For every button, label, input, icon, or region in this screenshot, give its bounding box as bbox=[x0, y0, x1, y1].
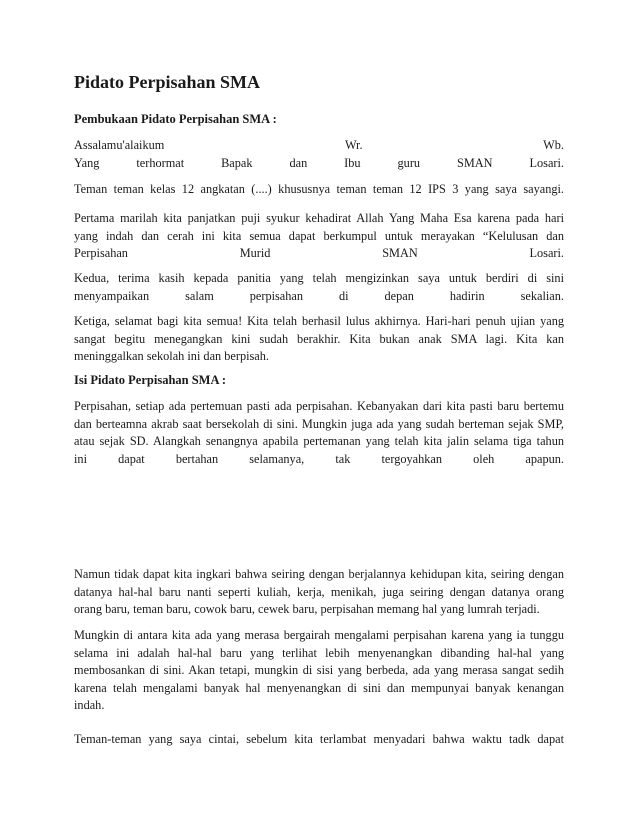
text-line: Yang terhormat Bapak dan Ibu guru SMAN Losari. bbox=[74, 155, 564, 170]
text-line: orang baru, teman baru, cowok baru, cewek baru, perpisahan memang hal yang lumrah terjadi. bbox=[74, 602, 540, 616]
text-line: Teman teman kelas 12 angkatan (....) khususnya teman teman 12 IPS 3 yang saya sayangi. bbox=[74, 182, 564, 196]
paragraph-first bbox=[74, 210, 564, 263]
paragraph-content-2 bbox=[74, 566, 564, 619]
text-line: sangat begitu menegangkan kini sudah berakhir. Kita bukan anak SMA lagi. Kita kan bbox=[74, 331, 564, 346]
paragraph-third bbox=[74, 313, 564, 366]
text-line: membosankan di sini. Akan tetapi, mungkin di sisi yang berbeda, ada yang merasa sangat sedih bbox=[74, 663, 564, 677]
text-line: Pertama marilah kita panjatkan puji syukur kehadirat Allah Yang Maha Esa karena pada hari bbox=[74, 211, 564, 225]
text-line: Kedua, terima kasih kepada panitia yang telah mengizinkan saya untuk berdiri di sini bbox=[74, 271, 564, 285]
heading-opening: Pembukaan Pidato Perpisahan SMA : bbox=[74, 112, 277, 126]
paragraph-content-3 bbox=[74, 627, 564, 715]
document-title: Pidato Perpisahan SMA bbox=[74, 72, 261, 92]
text-line: Mungkin di antara kita ada yang merasa bergairah mengalami perpisahan karena yang ia tunggu bbox=[74, 628, 564, 642]
paragraph-second bbox=[74, 270, 564, 305]
text-line: Assalamu'alaikum Wr. Wb. bbox=[74, 138, 564, 152]
text-line: yang indah dan cerah ini kita semua dapat berkumpul untuk merayakan “Kelulusan dan bbox=[74, 228, 564, 243]
paragraph-greeting bbox=[74, 137, 564, 172]
text-line: dan berteamna akrab saat bersekolah di sini. Mungkin juga ada yang sudah berteman sejak SMP, bbox=[74, 416, 564, 431]
text-line: Teman-teman yang saya cintai, sebelum kita terlambat menyadari bahwa waktu tadk dapat bbox=[74, 732, 564, 746]
text-line: karena telah mengalami banyak hal menyenangkan di sini dan mempunyai banyak kenangan bbox=[74, 680, 564, 695]
text-line: indah. bbox=[74, 698, 105, 712]
paragraph-content-1 bbox=[74, 398, 564, 468]
text-line: Perpisahan, setiap ada pertemuan pasti ada perpisahan. Kebanyakan dari kita pasti baru bertemu bbox=[74, 399, 564, 413]
text-line: ini dapat bertahan selamanya, tak tergoyahkan oleh apapun. bbox=[74, 451, 564, 466]
text-line: atau sejak SD. Alangkah senangnya apabila pertemanan yang telah kita jalin selama tiga tahun bbox=[74, 434, 564, 448]
text-line: menyampaikan salam perpisahan di depan hadirin sekalian. bbox=[74, 288, 564, 303]
paragraph-content-4 bbox=[74, 731, 564, 749]
text-line: Ketiga, selamat bagi kita semua! Kita telah berhasil lulus akhirnya. Hari-hari penuh ujian yang bbox=[74, 314, 564, 328]
heading-content: Isi Pidato Perpisahan SMA : bbox=[74, 373, 227, 387]
text-line: Perpisahan Murid SMAN Losari. bbox=[74, 246, 564, 260]
paragraph-friends bbox=[74, 181, 564, 199]
text-line: datanya hal-hal baru nanti seperti kuliah, kerja, menikah, juga seiring dengan datanya orang bbox=[74, 584, 564, 599]
text-line: selama ini adalah hal-hal baru yang terlihat lebih menyenangkan dibanding hal-hal yang bbox=[74, 645, 564, 660]
text-line: Namun tidak dapat kita ingkari bahwa seiring dengan berjalannya kehidupan kita, seiring dengan bbox=[74, 567, 564, 581]
text-line: meninggalkan sekolah ini dan berpisah. bbox=[74, 349, 269, 363]
